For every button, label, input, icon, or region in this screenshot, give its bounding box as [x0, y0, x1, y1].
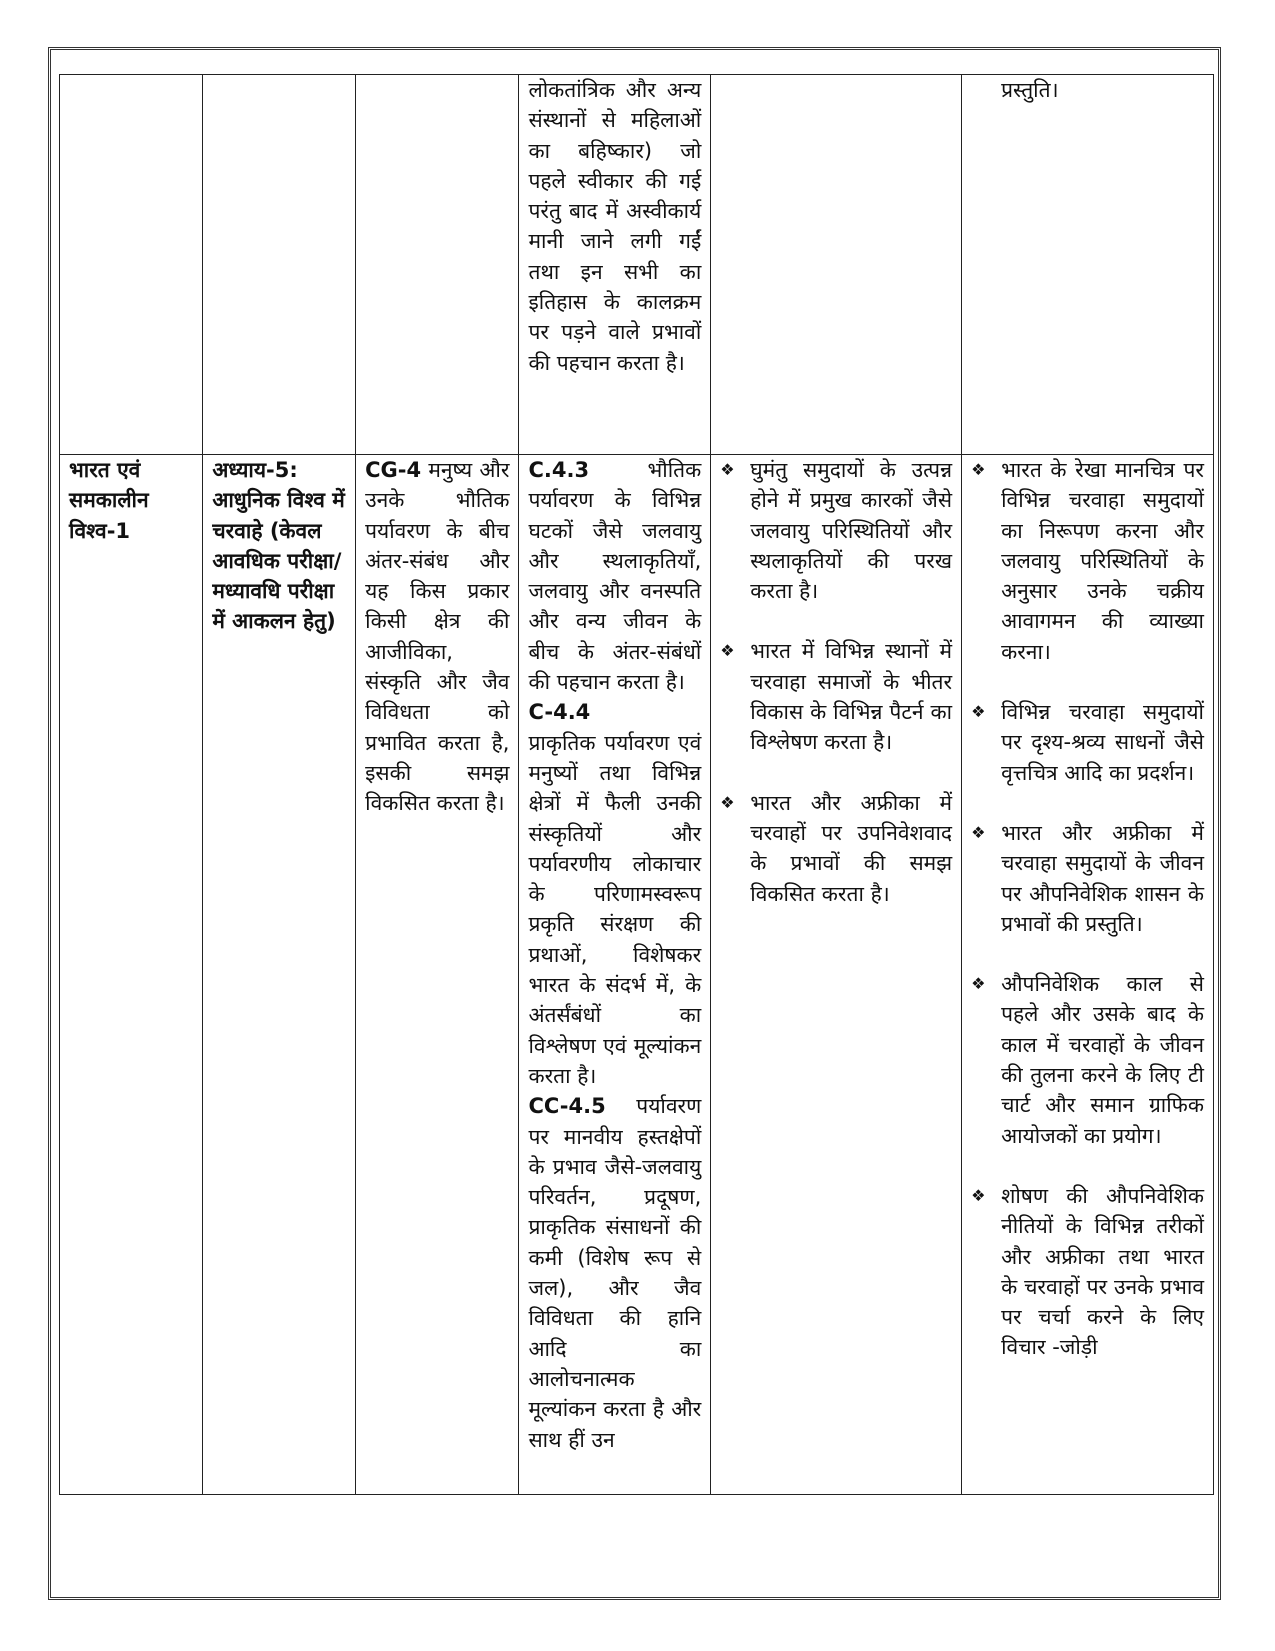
chapter-cell-empty — [203, 75, 356, 455]
chapter-cell — [203, 455, 356, 1495]
goal-cell-empty — [356, 75, 519, 455]
competency-c-4-3 — [528, 455, 701, 697]
competency-text: भौतिक पर्यावरण के विभिन्न घटकों जैसे जलवायु और स्थलाकृतियाँ, जलवायु और वनस्पति और वन्य जीवन के बीच के अंतर-संबंधों की पहचान करता है। — [528, 458, 702, 695]
pedagogy-activity-cell — [962, 455, 1214, 1495]
curricular-goal-cell — [356, 455, 519, 1495]
curriculum-table — [59, 74, 1214, 1495]
goal-text: मनुष्य और उनके भौतिक पर्यावरण के बीच अंतर-संबंध और यह किस प्रकार किसी क्षेत्र की आजीविका, संस्कृति और जैव विविधता को प्रभावित करता है, इसकी समझ विकसित करता है। — [365, 458, 510, 816]
chapter-title: अध्याय-5: आधुनिक विश्व में चरवाहे (केवल आवधिक परीक्षा/ मध्यावधि परीक्षा में आकलन हेतु) — [212, 458, 345, 634]
competency-text: प्राकृतिक पर्यावरण एवं मनुष्यों तथा विभिन्न क्षेत्रों में फैली उनकी संस्कृतियों और पर्यावरणीय लोकाचार के परिणामस्वरूप प्रकृति संरक्षण की प्रथाओं, विशेषकर भारत के संदर्भ में, के अंतर्संबंधों का विश्लेषण एवं मूल्यांकन करता है। — [528, 730, 702, 1088]
diamond-bullet-icon: ❖ — [971, 460, 986, 479]
competency-c-4-4 — [528, 697, 701, 1091]
list-item: ❖ भारत में विभिन्न स्थानों में चरवाहा समाजों के भीतर विकास के विभिन्न पैटर्न का विश्लेषण करता है। — [720, 636, 952, 757]
list-item: ❖ भारत के रेखा मानचित्र पर विभिन्न चरवाहा समुदायों का निरूपण करना और जलवायु परिस्थितियों के अनुसार उनके चक्रीय आवागमन की व्याख्या करना। — [971, 455, 1204, 667]
list-item: ❖ भारत और अफ्रीका में चरवाहों पर उपनिवेशवाद के प्रभावों की समझ विकसित करता है। — [720, 788, 952, 909]
book-cell — [60, 455, 203, 1495]
learning-outcome-cell — [711, 455, 962, 1495]
competency-cell-continued — [519, 75, 711, 455]
table-row-chapter-5 — [60, 455, 1214, 1495]
activity-list — [971, 455, 1204, 1363]
competency-continued-text: लोकतांत्रिक और अन्य संस्थानों से महिलाओं का बहिष्कार) जो पहले स्वीकार की गई परंतु बाद में अस्वीकार्य मानी जाने लगी गईं तथा इन सभी का इतिहास के कालक्रम पर पड़ने वाले प्रभावों की पहचान करता है। — [528, 78, 702, 375]
activity-continued-text: प्रस्तुति। — [1001, 78, 1059, 102]
competency-text: पर्यावरण पर मानवीय हस्तक्षेपों के प्रभाव जैसे-जलवायु परिवर्तन, प्रदूषण, प्राकृतिक संसाधनों की कमी (विशेष रूप से जल), और जैव विविधता की हानि आदि का आलोचनात्मक मूल्यांकन करता है और साथ हीं उन — [528, 1094, 702, 1452]
competency-cc-4-5 — [528, 1091, 701, 1455]
diamond-bullet-icon: ❖ — [720, 641, 735, 661]
competency-cell — [519, 455, 711, 1495]
outcome-list — [720, 455, 952, 909]
diamond-bullet-icon: ❖ — [971, 1185, 986, 1205]
book-title: भारत एवं समकालीन विश्व-1 — [69, 458, 149, 543]
diamond-bullet-icon: ❖ — [971, 974, 986, 994]
diamond-bullet-icon: ❖ — [720, 460, 735, 479]
diamond-bullet-icon: ❖ — [720, 792, 735, 812]
list-item: ❖ भारत और अफ्रीका में चरवाहा समुदायों के जीवन पर औपनिवेशिक शासन के प्रभावों की प्रस्तुति। — [971, 818, 1204, 939]
book-cell-empty — [60, 75, 203, 455]
activity-cell-continued — [962, 75, 1214, 455]
competency-code: C-4.4 — [528, 700, 591, 725]
list-item: ❖ विभिन्न चरवाहा समुदायों पर दृश्य-श्रव्य साधनों जैसे वृत्तचित्र आदि का प्रदर्शन। — [971, 697, 1204, 788]
list-item: ❖ घुमंतु समुदायों के उत्पन्न होने में प्रमुख कारकों जैसे जलवायु परिस्थितियों और स्थलाकृतियों की परख करता है। — [720, 455, 952, 606]
list-item: ❖ औपनिवेशिक काल से पहले और उसके बाद के काल में चरवाहों के जीवन की तुलना करने के लिए टी चार्ट और समान ग्राफिक आयोजकों का प्रयोग। — [971, 969, 1204, 1151]
competency-code: CC-4.5 — [528, 1094, 606, 1119]
goal-code: CG-4 — [365, 458, 422, 482]
list-item: ❖ शोषण की औपनिवेशिक नीतियों के विभिन्न तरीकों और अफ्रीका तथा भारत के चरवाहों पर उनके प्रभाव पर चर्चा करने के लिए विचार -जोड़ी — [971, 1181, 1204, 1363]
diamond-bullet-icon: ❖ — [971, 822, 986, 842]
outcome-cell-empty — [711, 75, 962, 455]
competency-code: C.4.3 — [528, 458, 590, 482]
diamond-bullet-icon: ❖ — [971, 702, 986, 722]
table-row-continuation — [60, 75, 1214, 455]
